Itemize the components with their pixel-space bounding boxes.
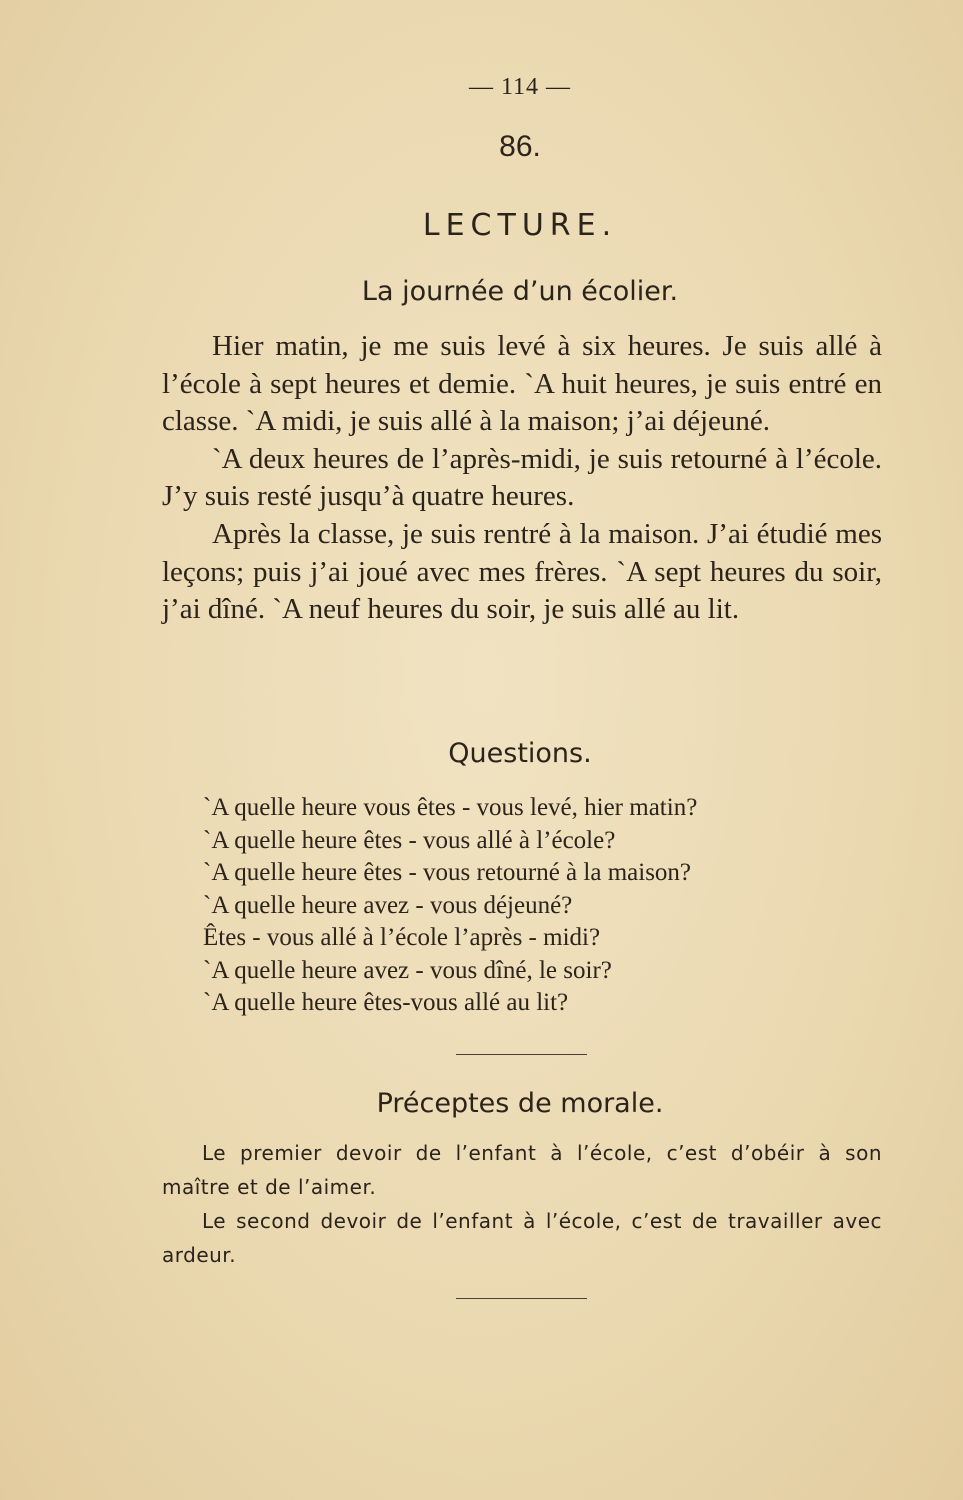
section-divider	[456, 1298, 587, 1299]
reading-title: La journée d’un écolier.	[361, 276, 679, 307]
question-item: `A quelle heure êtes-vous allé au lit?	[203, 989, 569, 1016]
reading-text	[162, 328, 882, 629]
question-item: `A quelle heure vous êtes - vous levé, hier matin?	[203, 794, 698, 821]
main-heading: LECTURE.	[422, 208, 618, 243]
reading-paragraph: Hier matin, je me suis levé à six heures. Je suis allé à l’école à sept heures et demie. `A huit heures, je suis entré en classe. `A midi, je suis allé à la maison; j’ai déjeuné.	[162, 330, 882, 438]
precept-paragraph: Le second devoir de l’enfant à l’école, c’est de travailler avec ardeur.	[162, 1209, 882, 1267]
lesson-number: 86.	[499, 130, 541, 163]
precepts-text	[162, 1136, 882, 1272]
question-item: Êtes - vous allé à l’école l’après - midi?	[203, 924, 601, 951]
question-item: `A quelle heure êtes - vous allé à l’école?	[203, 826, 616, 854]
questions-list	[203, 792, 863, 1020]
reading-paragraph: `A deux heures de l’après-midi, je suis retourné à l’école. J’y suis resté jusqu’à quatre heures.	[162, 442, 882, 513]
question-item: `A quelle heure avez - vous dîné, le soir?	[203, 956, 612, 984]
question-item: `A quelle heure êtes - vous retourné à la maison?	[203, 859, 692, 886]
question-item: `A quelle heure avez - vous déjeuné?	[203, 891, 573, 919]
precept-paragraph: Le premier devoir de l’enfant à l’école, c’est d’obéir à son maître et de l’aimer.	[162, 1141, 882, 1199]
section-divider	[456, 1054, 587, 1055]
page-number: — 114 —	[468, 74, 572, 100]
questions-title: Questions.	[448, 738, 592, 769]
reading-paragraph: Après la classe, je suis rentré à la maison. J’ai étudié mes leçons; puis j’ai joué avec mes frères. `A sept heures du soir, j’ai dîné. `A neuf heures du soir, je suis allé au lit.	[162, 517, 882, 626]
morale-title: Préceptes de morale.	[376, 1088, 664, 1119]
